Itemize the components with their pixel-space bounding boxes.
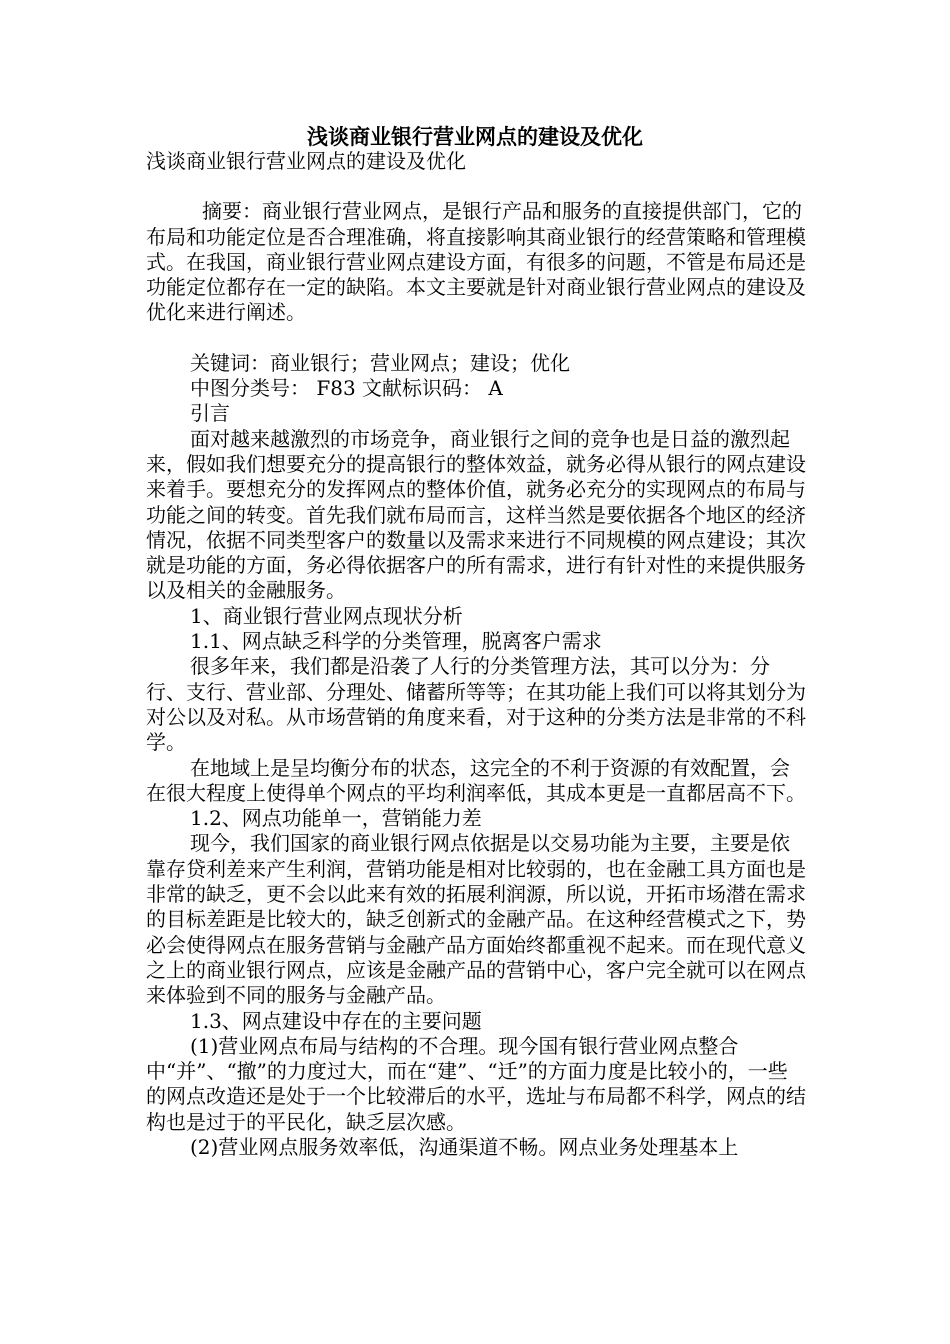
blank-line [146,326,806,351]
blank-line [146,174,806,199]
classification-line: 中图分类号： F83 文献标识码： A [190,376,503,401]
document-title: 浅谈商业银行营业网点的建设及优化 [307,124,643,149]
abstract-paragraph: 摘要：商业银行营业网点，是银行产品和服务的直接提供部门，它的布局和功能定位是否合理准确，将直接影响其商业银行的经营策略和管理模式。在我国，商业银行营业网点建设方面，有很多的问题，不管是布局还是功能定位都存在一定的缺陷。本文主要就是针对商业银行营业网点的建设及优化来进行阐述。 [146,199,806,325]
section-1-1-paragraph-2: 在地域上是呈均衡分布的状态，这完全的不利于资源的有效配置，会在很大程度上使得单个网点的平均利润率低，其成本更是一直都居高不下。 [146,755,806,805]
section-1-heading: 1、商业银行营业网点现状分析 [190,603,463,628]
intro-heading: 引言 [190,401,230,426]
section-1-1-heading: 1.1、网点缺乏科学的分类管理，脱离客户需求 [190,629,602,654]
intro-paragraph: 面对越来越激烈的市场竞争，商业银行之间的竞争也是日益的激烈起来，假如我们想要充分的提高银行的整体效益，就务必得从银行的网点建设来着手。要想充分的发挥网点的整体价值，就务必充分的实现网点的布局与功能之间的转变。首先我们就布局而言，这样当然是要依据各个地区的经济情况，依据不同类型客户的数量以及需求来进行不同规模的网点建设；其次就是功能的方面，务必得依据客户的所有需求，进行有针对性的来提供服务以及相关的金融服务。 [146,426,806,603]
section-1-2-heading: 1.2、网点功能单一，营销能力差 [190,806,482,831]
section-1-1-paragraph-1: 很多年来，我们都是沿袭了人行的分类管理方法，其可以分为：分行、支行、营业部、分理处、储蓄所等等；在其功能上我们可以将其划分为对公以及对私。从市场营销的角度来看，对于这种的分类方法是非常的不科学。 [146,654,806,755]
section-1-3-paragraph-2: (2)营业网点服务效率低，沟通渠道不畅。网点业务处理基本上 [190,1134,739,1159]
section-1-3-paragraph-1: (1)营业网点布局与结构的不合理。现今国有银行营业网点整合中“并”、“撤”的力度过大，而在“建”、“迁”的方面力度是比较小的，一些的网点改造还是处于一个比较滞后的水平，选址与布局都不科学，网点的结构也是过于的平民化，缺乏层次感。 [146,1033,806,1134]
section-1-2-paragraph: 现今，我们国家的商业银行网点依据是以交易功能为主要，主要是依靠存贷利差来产生利润，营销功能是相对比较弱的，也在金融工具方面也是非常的缺乏，更不会以此来有效的拓展利润源，所以说，开拓市场潜在需求的目标差距是比较大的，缺乏创新式的金融产品。在这种经营模式之下，势必会使得网点在服务营销与金融产品方面始终都重视不起来。而在现代意义之上的商业银行网点，应该是金融产品的营销中心，客户完全就可以在网点来体验到不同的服务与金融产品。 [146,831,806,1008]
document-body [146,149,806,1160]
keywords-line: 关键词：商业银行；营业网点；建设；优化 [190,350,570,375]
document-subtitle: 浅谈商业银行营业网点的建设及优化 [146,149,466,173]
section-1-3-heading: 1.3、网点建设中存在的主要问题 [190,1008,482,1033]
